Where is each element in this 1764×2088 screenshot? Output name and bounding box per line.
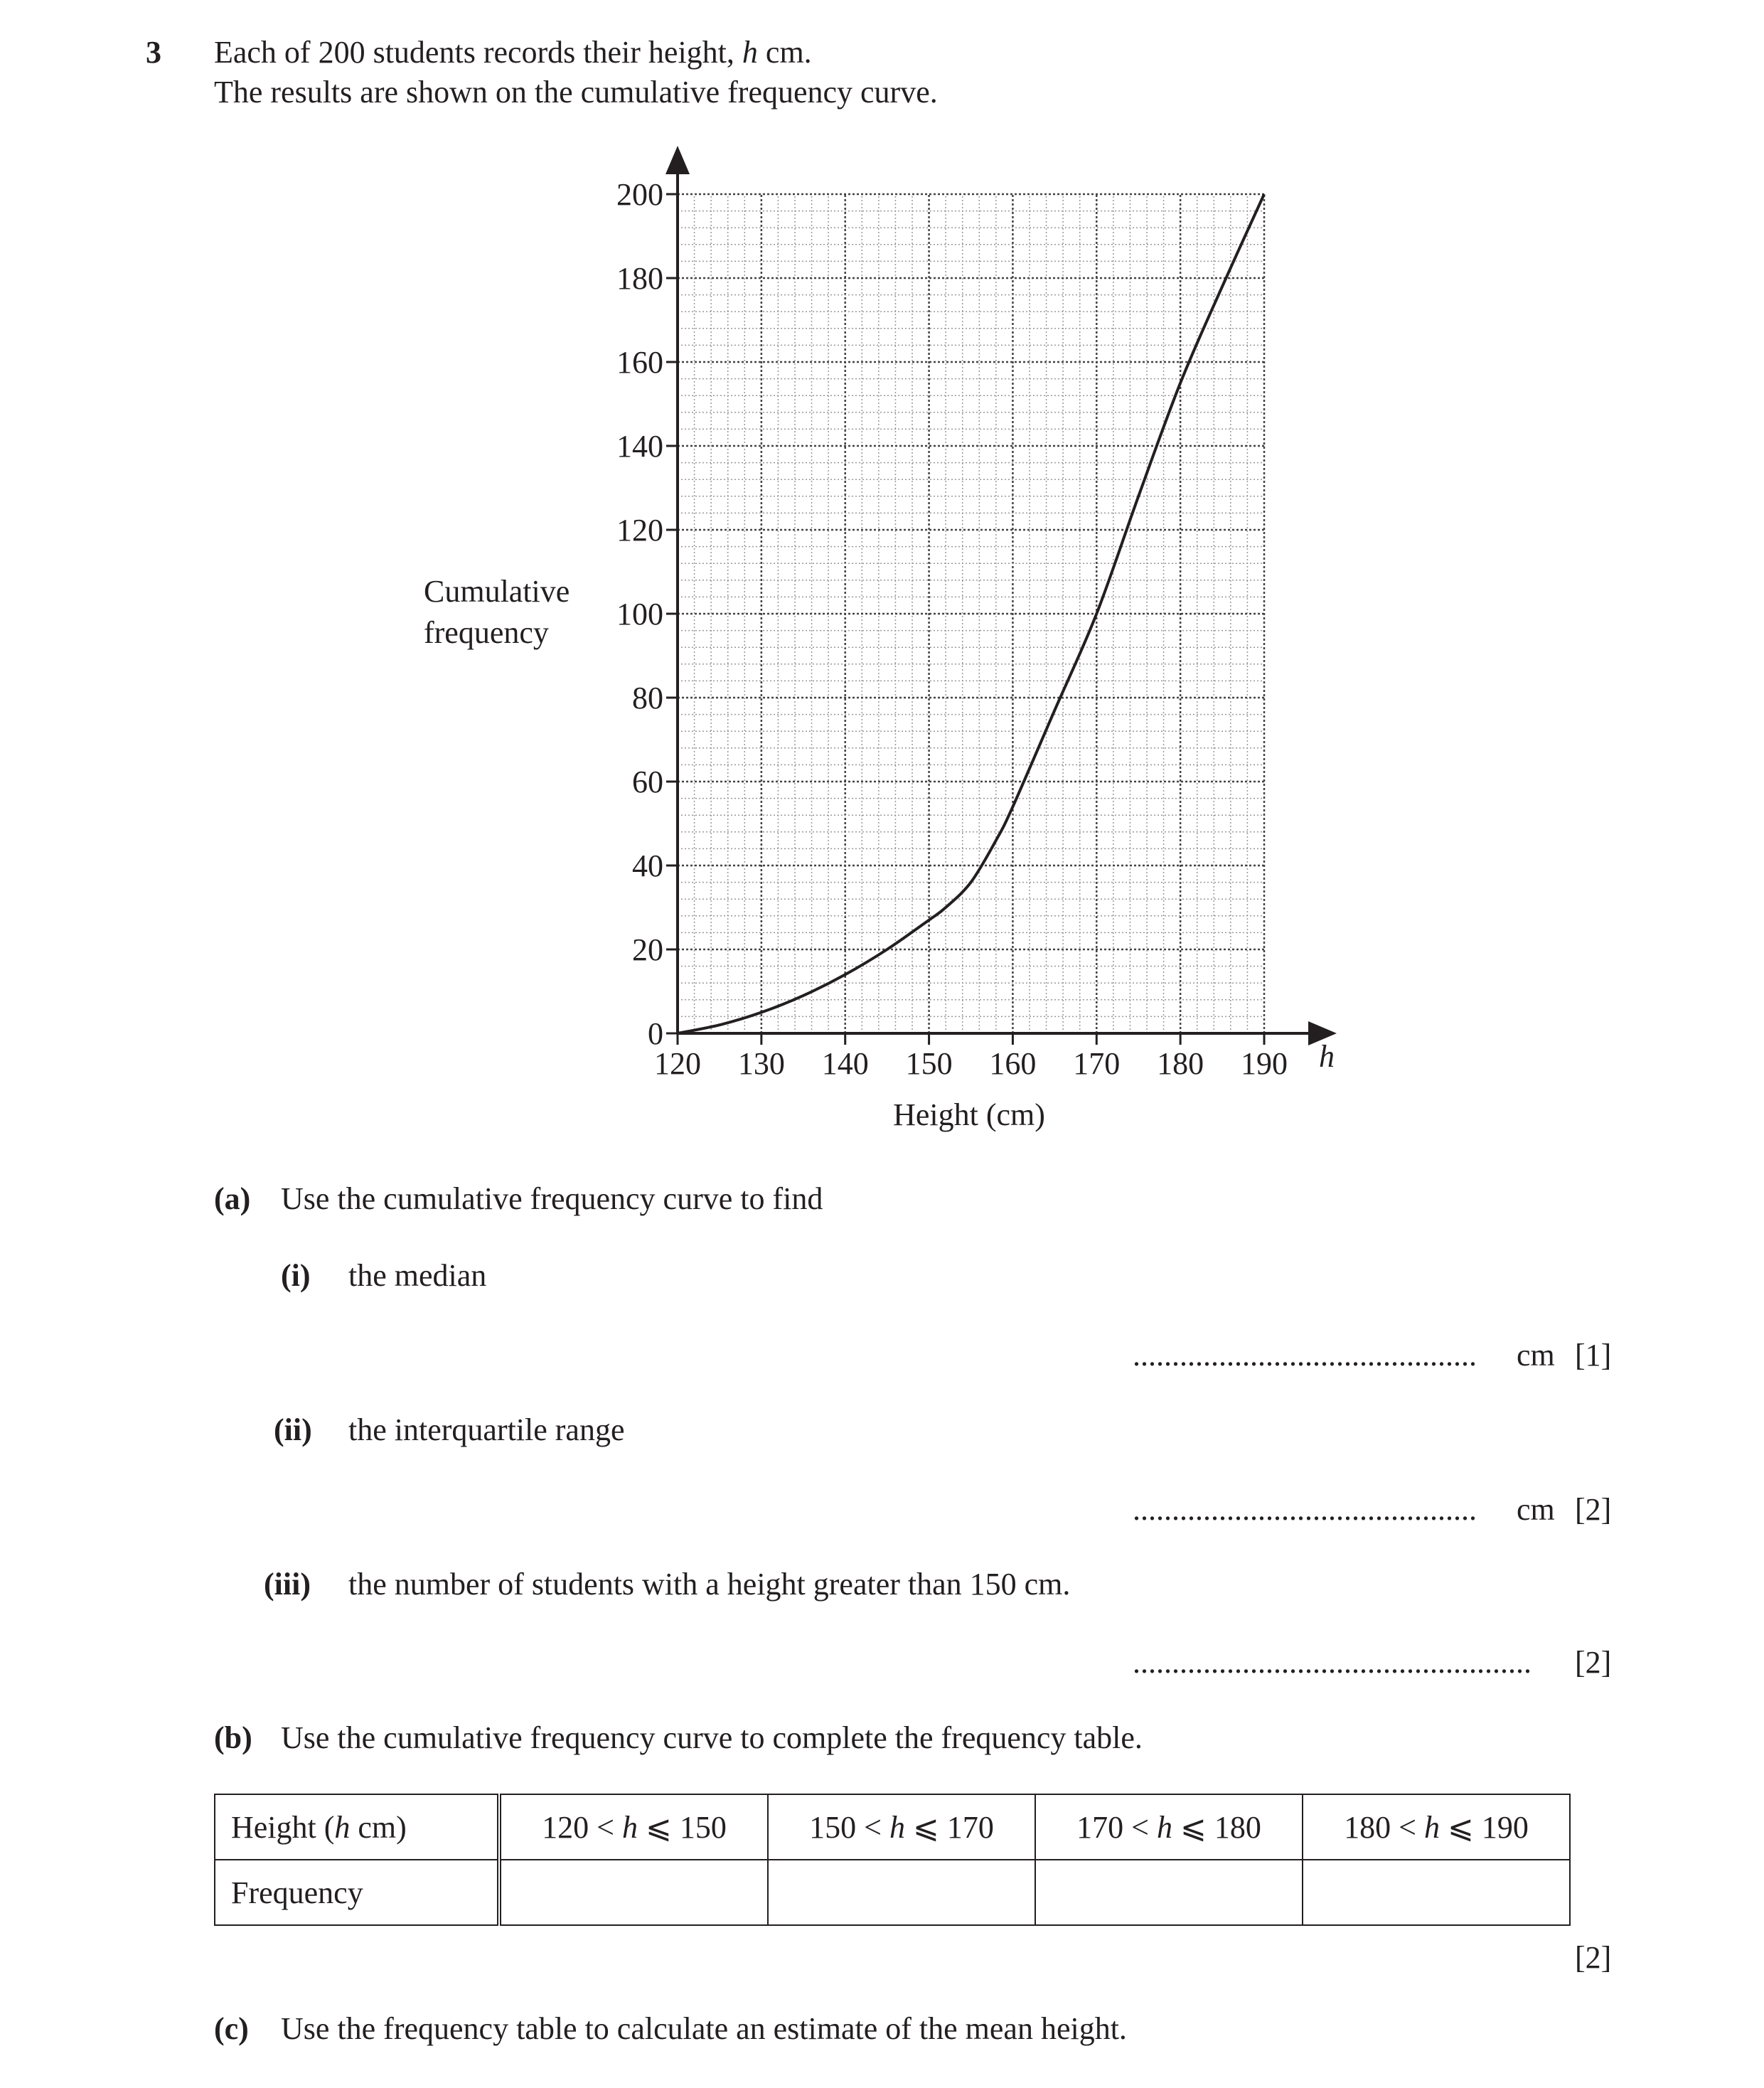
- answer-dots: ............................................: [1133, 1338, 1477, 1373]
- part-a-ii-label: (ii): [274, 1412, 312, 1447]
- part-a-i-text: the median: [348, 1258, 487, 1293]
- y-tick-label: 140: [616, 429, 663, 464]
- y-tick-label: 60: [632, 765, 663, 799]
- height-header-prefix: Height (: [231, 1809, 335, 1845]
- class-interval-cell: [499, 1794, 768, 1860]
- frequency-answer-cell[interactable]: [499, 1860, 768, 1925]
- class-hi: 190: [1481, 1809, 1529, 1845]
- part-a-iii-answer-line[interactable]: [1133, 1644, 1532, 1680]
- y-tick-label: 120: [616, 513, 663, 548]
- class-hi: 180: [1214, 1809, 1261, 1845]
- table-row-frequency: [215, 1860, 1570, 1925]
- le-sign: ⩽: [1180, 1809, 1207, 1845]
- x-tick-label: 160: [989, 1046, 1037, 1081]
- frequency-answer-cell[interactable]: [1303, 1860, 1570, 1925]
- y-tick-label: 0: [648, 1016, 663, 1051]
- height-header-cell: [215, 1794, 499, 1860]
- class-lo: 120: [542, 1809, 589, 1845]
- answer-dots: ............................................: [1133, 1492, 1477, 1527]
- part-a-text: Use the cumulative frequency curve to find: [281, 1181, 823, 1216]
- x-axis-variable: h: [1319, 1039, 1335, 1074]
- question-number: 3: [146, 35, 161, 70]
- x-tick-label: 190: [1241, 1046, 1288, 1081]
- question-intro-line2: The results are shown on the cumulative frequency curve.: [214, 75, 938, 110]
- frequency-table: [214, 1794, 1571, 1926]
- frequency-answer-cell[interactable]: [1035, 1860, 1303, 1925]
- x-tick-label: 130: [737, 1046, 785, 1081]
- class-var: h: [1423, 1809, 1440, 1845]
- class-var: h: [1156, 1809, 1172, 1845]
- y-tick-label: 20: [632, 932, 663, 967]
- frequency-header-cell: Frequency: [215, 1860, 499, 1925]
- answer-dots: ...................................................: [1133, 1645, 1532, 1680]
- height-header-suffix: cm): [350, 1809, 407, 1845]
- lt-sign: <: [1399, 1809, 1416, 1845]
- intro-text-prefix: Each of 200 students records their height,: [214, 35, 742, 70]
- part-a-label: (a): [214, 1181, 251, 1216]
- height-variable: h: [742, 35, 758, 70]
- lt-sign: <: [1131, 1809, 1149, 1845]
- part-b-marks: [2]: [1575, 1940, 1612, 1975]
- table-row-height: [215, 1794, 1570, 1860]
- le-sign: ⩽: [912, 1809, 939, 1845]
- part-a-i-unit: cm: [1517, 1338, 1555, 1373]
- le-sign: ⩽: [1447, 1809, 1474, 1845]
- class-var: h: [621, 1809, 638, 1845]
- intro-text-suffix: cm.: [757, 35, 812, 70]
- x-tick-label: 180: [1157, 1046, 1204, 1081]
- y-tick-label: 40: [632, 848, 663, 883]
- part-b-text: Use the cumulative frequency curve to complete the frequency table.: [281, 1720, 1143, 1755]
- part-a-iii-marks: [2]: [1575, 1645, 1612, 1680]
- lt-sign: <: [864, 1809, 882, 1845]
- chart-axes: [665, 146, 1337, 1045]
- class-interval-cell: [1303, 1794, 1570, 1860]
- chart-grid: [678, 194, 1264, 1033]
- y-tick-label: 200: [616, 177, 663, 212]
- class-interval-cell: [768, 1794, 1035, 1860]
- y-tick-label: 80: [632, 681, 663, 715]
- part-a-ii-text: the interquartile range: [348, 1412, 625, 1447]
- part-a-iii-label: (iii): [264, 1567, 311, 1602]
- part-a-ii-marks: [2]: [1575, 1492, 1612, 1527]
- class-lo: 150: [809, 1809, 857, 1845]
- part-c-label: (c): [214, 2011, 249, 2046]
- part-c-text: Use the frequency table to calculate an estimate of the mean height.: [281, 2011, 1127, 2046]
- class-interval-cell: [1035, 1794, 1303, 1860]
- x-tick-label: 150: [905, 1046, 953, 1081]
- y-axis-label-line2: frequency: [424, 615, 549, 650]
- part-a-ii-answer-line[interactable]: [1133, 1491, 1477, 1528]
- chart-ticks: [616, 177, 1288, 1081]
- y-axis-arrowhead: [665, 146, 690, 174]
- x-tick-label: 170: [1073, 1046, 1121, 1081]
- class-hi: 170: [946, 1809, 994, 1845]
- class-hi: 150: [679, 1809, 727, 1845]
- y-tick-label: 100: [616, 597, 663, 632]
- part-a-i-label: (i): [281, 1258, 311, 1293]
- height-header-var: h: [334, 1809, 351, 1845]
- cumulative-frequency-curve: [678, 194, 1264, 1033]
- lt-sign: <: [597, 1809, 614, 1845]
- part-a-ii-unit: cm: [1517, 1492, 1555, 1527]
- le-sign: ⩽: [645, 1809, 672, 1845]
- x-tick-label: 120: [654, 1046, 701, 1081]
- part-b-label: (b): [214, 1720, 252, 1755]
- class-lo: 180: [1344, 1809, 1391, 1845]
- class-var: h: [889, 1809, 905, 1845]
- x-tick-label: 140: [821, 1046, 869, 1081]
- y-axis-label-line1: Cumulative: [424, 574, 570, 609]
- part-a-i-answer-line[interactable]: [1133, 1337, 1477, 1373]
- part-a-i-marks: [1]: [1575, 1338, 1612, 1373]
- frequency-answer-cell[interactable]: [768, 1860, 1035, 1925]
- part-a-iii-text: the number of students with a height greater than 150 cm.: [348, 1567, 1071, 1602]
- class-lo: 170: [1076, 1809, 1124, 1845]
- x-axis-label: Height (cm): [893, 1097, 1045, 1132]
- y-tick-label: 160: [616, 345, 663, 380]
- y-tick-label: 180: [616, 261, 663, 296]
